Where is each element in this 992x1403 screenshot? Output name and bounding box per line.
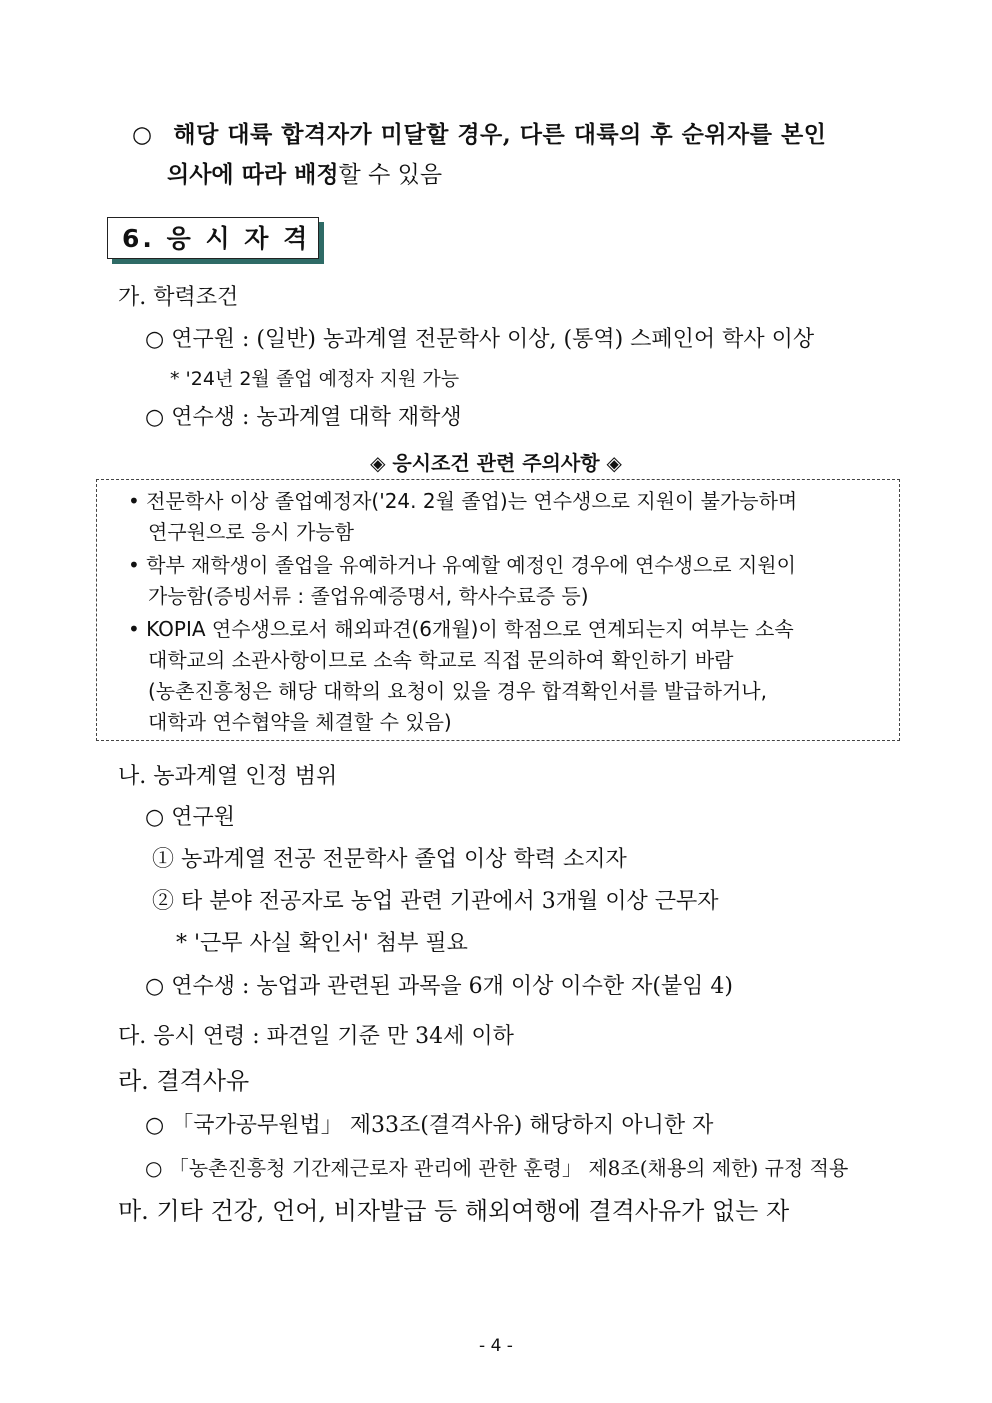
na-heading: 나. 농과계열 인정 범위 <box>118 764 338 789</box>
ga-heading: 가. 학력조건 <box>118 285 239 310</box>
intro-text-1: 해당 대륙 합격자가 미달할 경우, 다른 대륙의 후 순위자를 본인 <box>173 121 827 148</box>
notice-title: ◈ 응시조건 관련 주의사항 ◈ <box>370 451 622 475</box>
page-number: - 4 - <box>479 1336 513 1356</box>
intro-bold-text: 의사에 따라 배정 <box>167 161 339 188</box>
notice-line: • 학부 재학생이 졸업을 유예하거나 유예할 예정인 경우에 연수생으로 지원이 <box>128 553 796 577</box>
ra-heading: 라. 결격사유 <box>118 1067 250 1095</box>
notice-line: 연구원으로 응시 가능함 <box>148 520 354 544</box>
ga-item-note: * '24년 2월 졸업 예정자 지원 가능 <box>170 368 460 390</box>
ra-item: ○ 「국가공무원법」 제33조(결격사유) 해당하지 아니한 자 <box>145 1113 714 1138</box>
ra-item: ○ 「농촌진흥청 기간제근로자 관리에 관한 훈령」 제8조(채용의 제한) 규정 적용 <box>145 1156 849 1180</box>
ga-item-researcher: ○ 연구원 : (일반) 농과계열 전문학사 이상, (통역) 스페인어 학사 이상 <box>145 327 815 352</box>
na-researcher-note: * '근무 사실 확인서' 첨부 필요 <box>176 931 468 956</box>
na-researcher-item: ② 타 분야 전공자로 농업 관련 기관에서 3개월 이상 근무자 <box>152 889 719 914</box>
notice-line: 대학과 연수협약을 체결할 수 있음) <box>148 710 452 734</box>
ga-item-trainee: ○ 연수생 : 농과계열 대학 재학생 <box>145 405 462 430</box>
intro-rest-text: 할 수 있음 <box>338 162 443 188</box>
notice-line: • KOPIA 연수생으로서 해외파견(6개월)이 학점으로 연계되는지 여부는 소속 <box>128 617 794 641</box>
na-researcher-item: ① 농과계열 전공 전문학사 졸업 이상 학력 소지자 <box>152 847 627 872</box>
na-sub-trainee: ○ 연수생 : 농업과 관련된 과목을 6개 이상 이수한 자(붙임 4) <box>145 974 733 999</box>
na-sub-researcher: ○ 연구원 <box>145 805 235 830</box>
section-title: 6. 응 시 자 격 <box>107 217 319 259</box>
ma-text: 마. 기타 건강, 언어, 비자발급 등 해외여행에 결격사유가 없는 자 <box>118 1197 790 1225</box>
bullet-circle: ○ <box>132 122 153 148</box>
notice-line: 대학교의 소관사항이므로 소속 학교로 직접 문의하여 확인하기 바람 <box>148 648 734 672</box>
da-text: 다. 응시 연령 : 파견일 기준 만 34세 이하 <box>118 1024 514 1049</box>
intro-line-1 <box>132 120 826 150</box>
notice-line: • 전문학사 이상 졸업예정자('24. 2월 졸업)는 연수생으로 지원이 불가능하며 <box>128 489 798 513</box>
notice-line: (농촌진흥청은 해당 대학의 요청이 있을 경우 합격확인서를 발급하거나, <box>148 679 767 703</box>
notice-line: 가능함(증빙서류 : 졸업유예증명서, 학사수료증 등) <box>148 584 589 608</box>
intro-line-2 <box>167 160 442 190</box>
